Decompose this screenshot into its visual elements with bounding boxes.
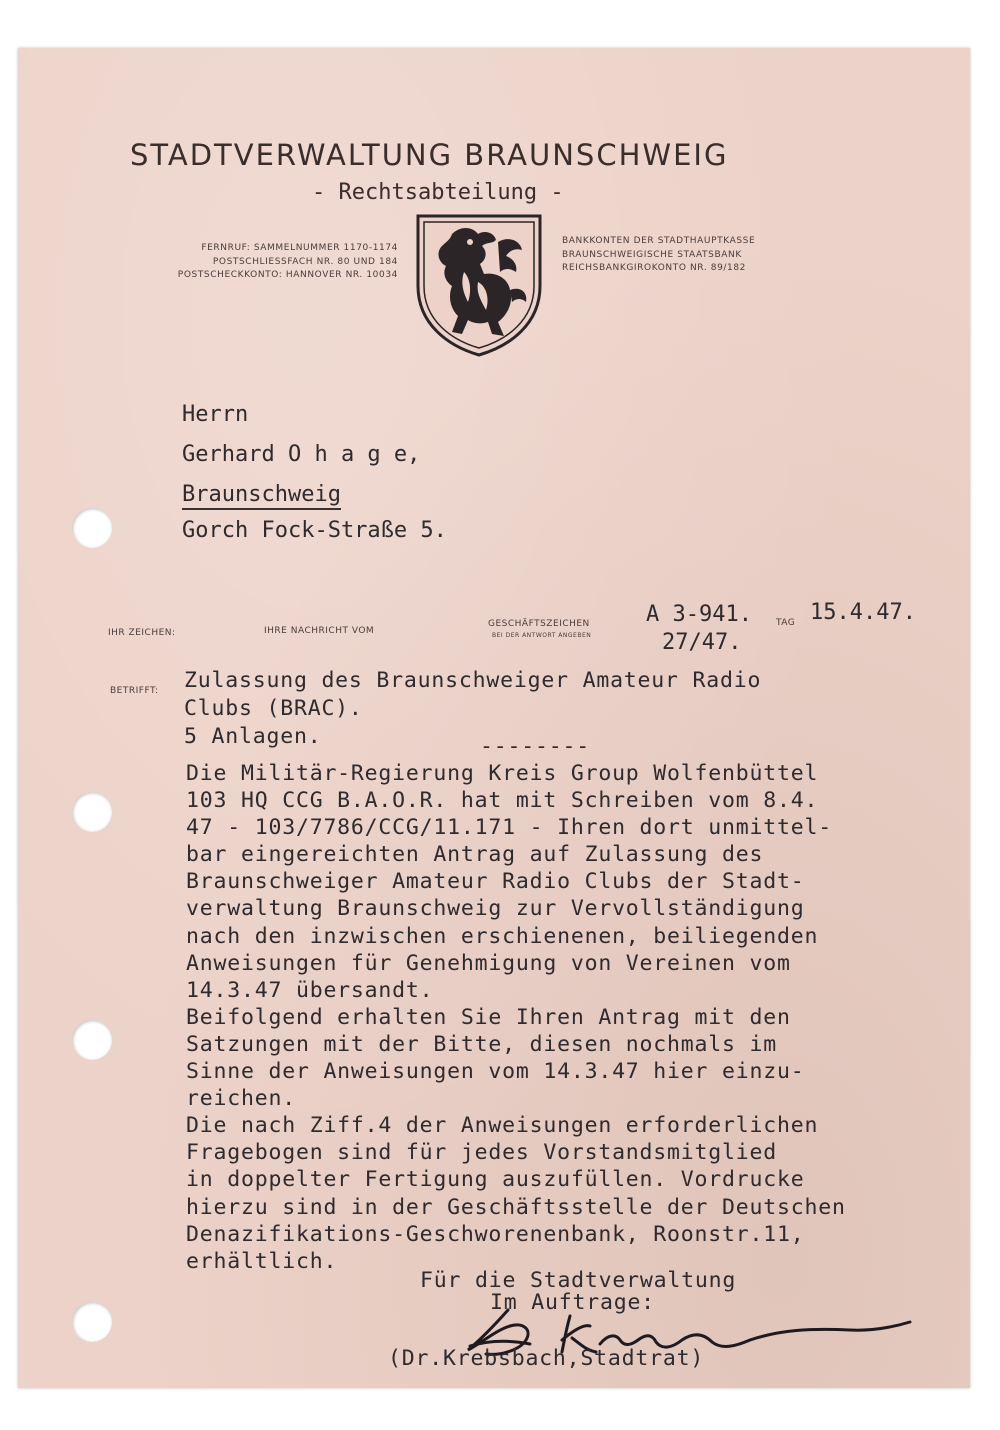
body-line: Beifolgend erhalten Sie Ihren Antrag mit den: [186, 1004, 791, 1030]
bank-line: REICHSBANKGIROKONTO NR. 89/182: [562, 263, 747, 273]
body-line: Anweisungen für Genehmigung von Vereinen vom: [186, 950, 791, 976]
body-line: Braunschweiger Amateur Radio Clubs der Stadt-: [186, 869, 805, 895]
contact-line: POSTSCHECKKONTO: HANNOVER NR. 10034: [177, 270, 398, 280]
body-line: Denazifikations-Geschworenenbank, Roonstr.11,: [186, 1221, 805, 1247]
subject-label: BETRIFFT:: [110, 686, 159, 696]
letterhead-department: - Rechtsabteilung -: [312, 180, 564, 205]
body-line: 47 - 103/7786/CCG/11.171 - Ihren dort unmittel-: [186, 815, 832, 841]
tag-label: TAG: [776, 618, 796, 628]
subject-line: Clubs (BRAC).: [184, 696, 363, 721]
body-line: bar eingereichten Antrag auf Zulassung des: [186, 842, 764, 868]
subject-separator: --------: [480, 734, 590, 759]
signatory: (Dr.Krebsbach,Stadtrat): [388, 1346, 705, 1371]
contact-line: FERNRUF: SAMMELNUMMER 1170-1174: [201, 243, 398, 253]
contact-line: POSTSCHLIESSFACH NR. 80 UND 184: [212, 256, 398, 267]
geschaeftszeichen-label: GESCHÄFTSZEICHEN: [488, 619, 590, 629]
letterhead-bank-accounts: [562, 235, 755, 276]
body-line: 14.3.47 übersandt.: [186, 977, 434, 1003]
punch-hole: [72, 1020, 112, 1060]
recipient-salutation: Herrn: [182, 402, 249, 427]
body-line: Fragebogen sind für jedes Vorstandsmitglied: [186, 1140, 777, 1166]
letter-body: [186, 760, 846, 1275]
body-line: 103 HQ CCG B.A.O.R. hat mit Schreiben vom 8.4.: [186, 788, 819, 814]
lion-crest-icon: [412, 212, 546, 358]
body-line: nach den inzwischen erschienenen, beiliegenden: [186, 923, 819, 949]
recipient-city-text: Braunschweig: [182, 482, 341, 510]
letter-date: 15.4.47.: [810, 600, 916, 625]
file-number: A 3-941.: [646, 602, 752, 627]
bank-line: BANKKONTEN DER STADTHAUPTKASSE: [562, 236, 756, 246]
closing-line: Im Auftrage:: [490, 1290, 655, 1315]
body-line: Sinne der Anweisungen vom 14.3.47 hier einzu-: [186, 1059, 805, 1085]
geschaeftszeichen-sub: BEI DER ANTWORT ANGEBEN: [492, 632, 592, 639]
body-line: Die nach Ziff.4 der Anweisungen erforderlichen: [186, 1113, 819, 1139]
body-line: hierzu sind in der Geschäftsstelle der Deutschen: [186, 1194, 846, 1220]
subject-line: 5 Anlagen.: [184, 724, 322, 749]
bank-line: BRAUNSCHWEIGISCHE STAATSBANK: [562, 249, 742, 260]
body-line: erhältlich.: [186, 1248, 338, 1274]
letterhead-title: STADTVERWALTUNG BRAUNSCHWEIG: [130, 138, 729, 172]
body-line: reichen.: [186, 1086, 296, 1112]
subject-line: Zulassung des Braunschweiger Amateur Radio: [184, 668, 762, 693]
punch-hole: [72, 792, 112, 832]
closing-line: Für die Stadtverwaltung: [420, 1268, 737, 1293]
letterhead-contact: [96, 242, 398, 283]
recipient-street: Gorch Fock-Straße 5.: [182, 518, 447, 543]
ihre-nachricht-label: IHRE NACHRICHT VOM: [264, 626, 375, 636]
recipient-city: [182, 482, 341, 507]
body-line: verwaltung Braunschweig zur Vervollständigung: [186, 896, 805, 922]
recipient-name: Gerhard O h a g e,: [182, 442, 421, 467]
body-line: Satzungen mit der Bitte, diesen nochmals im: [186, 1031, 777, 1057]
ihr-zeichen-label: IHR ZEICHEN:: [108, 628, 176, 638]
body-line: in doppelter Fertigung auszufüllen. Vordrucke: [186, 1167, 805, 1193]
file-number-line2: 27/47.: [662, 630, 742, 655]
punch-hole: [72, 508, 112, 548]
punch-hole: [72, 1302, 112, 1342]
body-line: Die Militär-Regierung Kreis Group Wolfenbüttel: [186, 761, 819, 786]
